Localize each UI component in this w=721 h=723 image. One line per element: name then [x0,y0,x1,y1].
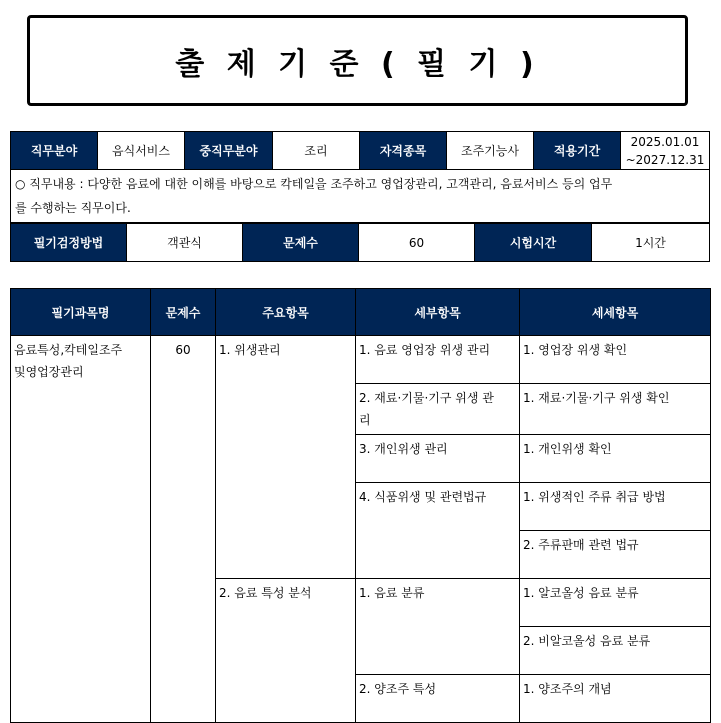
detail-item-1: 1. 영업장 위생 확인 [520,336,711,384]
sub-item-2-line-1: 2. 재료·기물·기구 위생 관 [359,391,494,405]
time-label: 시험시간 [475,224,592,262]
method-label: 필기검정방법 [11,224,127,262]
header-subject: 필기과목명 [11,289,151,336]
duty-description [11,170,710,223]
sub-item-2 [356,384,520,435]
title-box [27,15,688,106]
main-item-2: 2. 음료 특성 분석 [216,579,356,723]
subject-cell [11,336,151,723]
field-label: 직무분야 [11,132,98,170]
count-value: 60 [359,224,475,262]
subject-line-1: 음료특성,칵테일조주 [14,343,123,357]
detail-item-8: 1. 양조주의 개념 [520,675,711,723]
duty-line-1: ○ 직무내용 : 다양한 음료에 대한 이해를 바탕으로 칵테일을 조주하고 영업장관리, 고객관리, 음료서비스 등의 업무 [15,177,613,191]
sub-item-2-line-2: 리 [359,413,371,427]
subject-count: 60 [151,336,216,723]
sub-item-4: 4. 식품위생 및 관련법규 [356,483,520,579]
method-value: 객관식 [127,224,243,262]
subject-line-2: 및영업장관리 [14,365,84,379]
period-label: 적용기간 [534,132,621,170]
sub-item-1: 1. 음료 영업장 위생 관리 [356,336,520,384]
detail-item-3: 1. 개인위생 확인 [520,435,711,483]
subfield-label: 중직무분야 [185,132,273,170]
subfield-value: 조리 [273,132,360,170]
duty-line-2: 를 수행하는 직무이다. [15,201,131,215]
syllabus-table [10,288,711,723]
detail-item-5: 2. 주류판매 관련 법규 [520,531,711,579]
sub-item-5: 1. 음료 분류 [356,579,520,675]
header-count: 문제수 [151,289,216,336]
page-title: 출 제 기 준 ( 필 기 ) [175,46,540,82]
detail-item-6: 1. 알코올성 음료 분류 [520,579,711,627]
detail-item-4: 1. 위생적인 주류 취급 방법 [520,483,711,531]
field-value: 음식서비스 [98,132,185,170]
header-main-item: 주요항목 [216,289,356,336]
period-value [621,132,710,170]
exam-info-table [10,223,710,262]
sub-item-6: 2. 양조주 특성 [356,675,520,723]
detail-item-2: 1. 재료·기물·기구 위생 확인 [520,384,711,435]
time-value: 1시간 [592,224,710,262]
period-end: ~2027.12.31 [625,152,705,167]
cert-value: 조주기능사 [447,132,534,170]
count-label: 문제수 [243,224,359,262]
cert-label: 자격종목 [360,132,447,170]
cert-info-table [10,131,710,223]
period-start: 2025.01.01 [630,134,700,149]
header-sub-item: 세부항목 [356,289,520,336]
detail-item-7: 2. 비알코올성 음료 분류 [520,627,711,675]
sub-item-3: 3. 개인위생 관리 [356,435,520,483]
header-detail-item: 세세항목 [520,289,711,336]
main-item-1: 1. 위생관리 [216,336,356,579]
